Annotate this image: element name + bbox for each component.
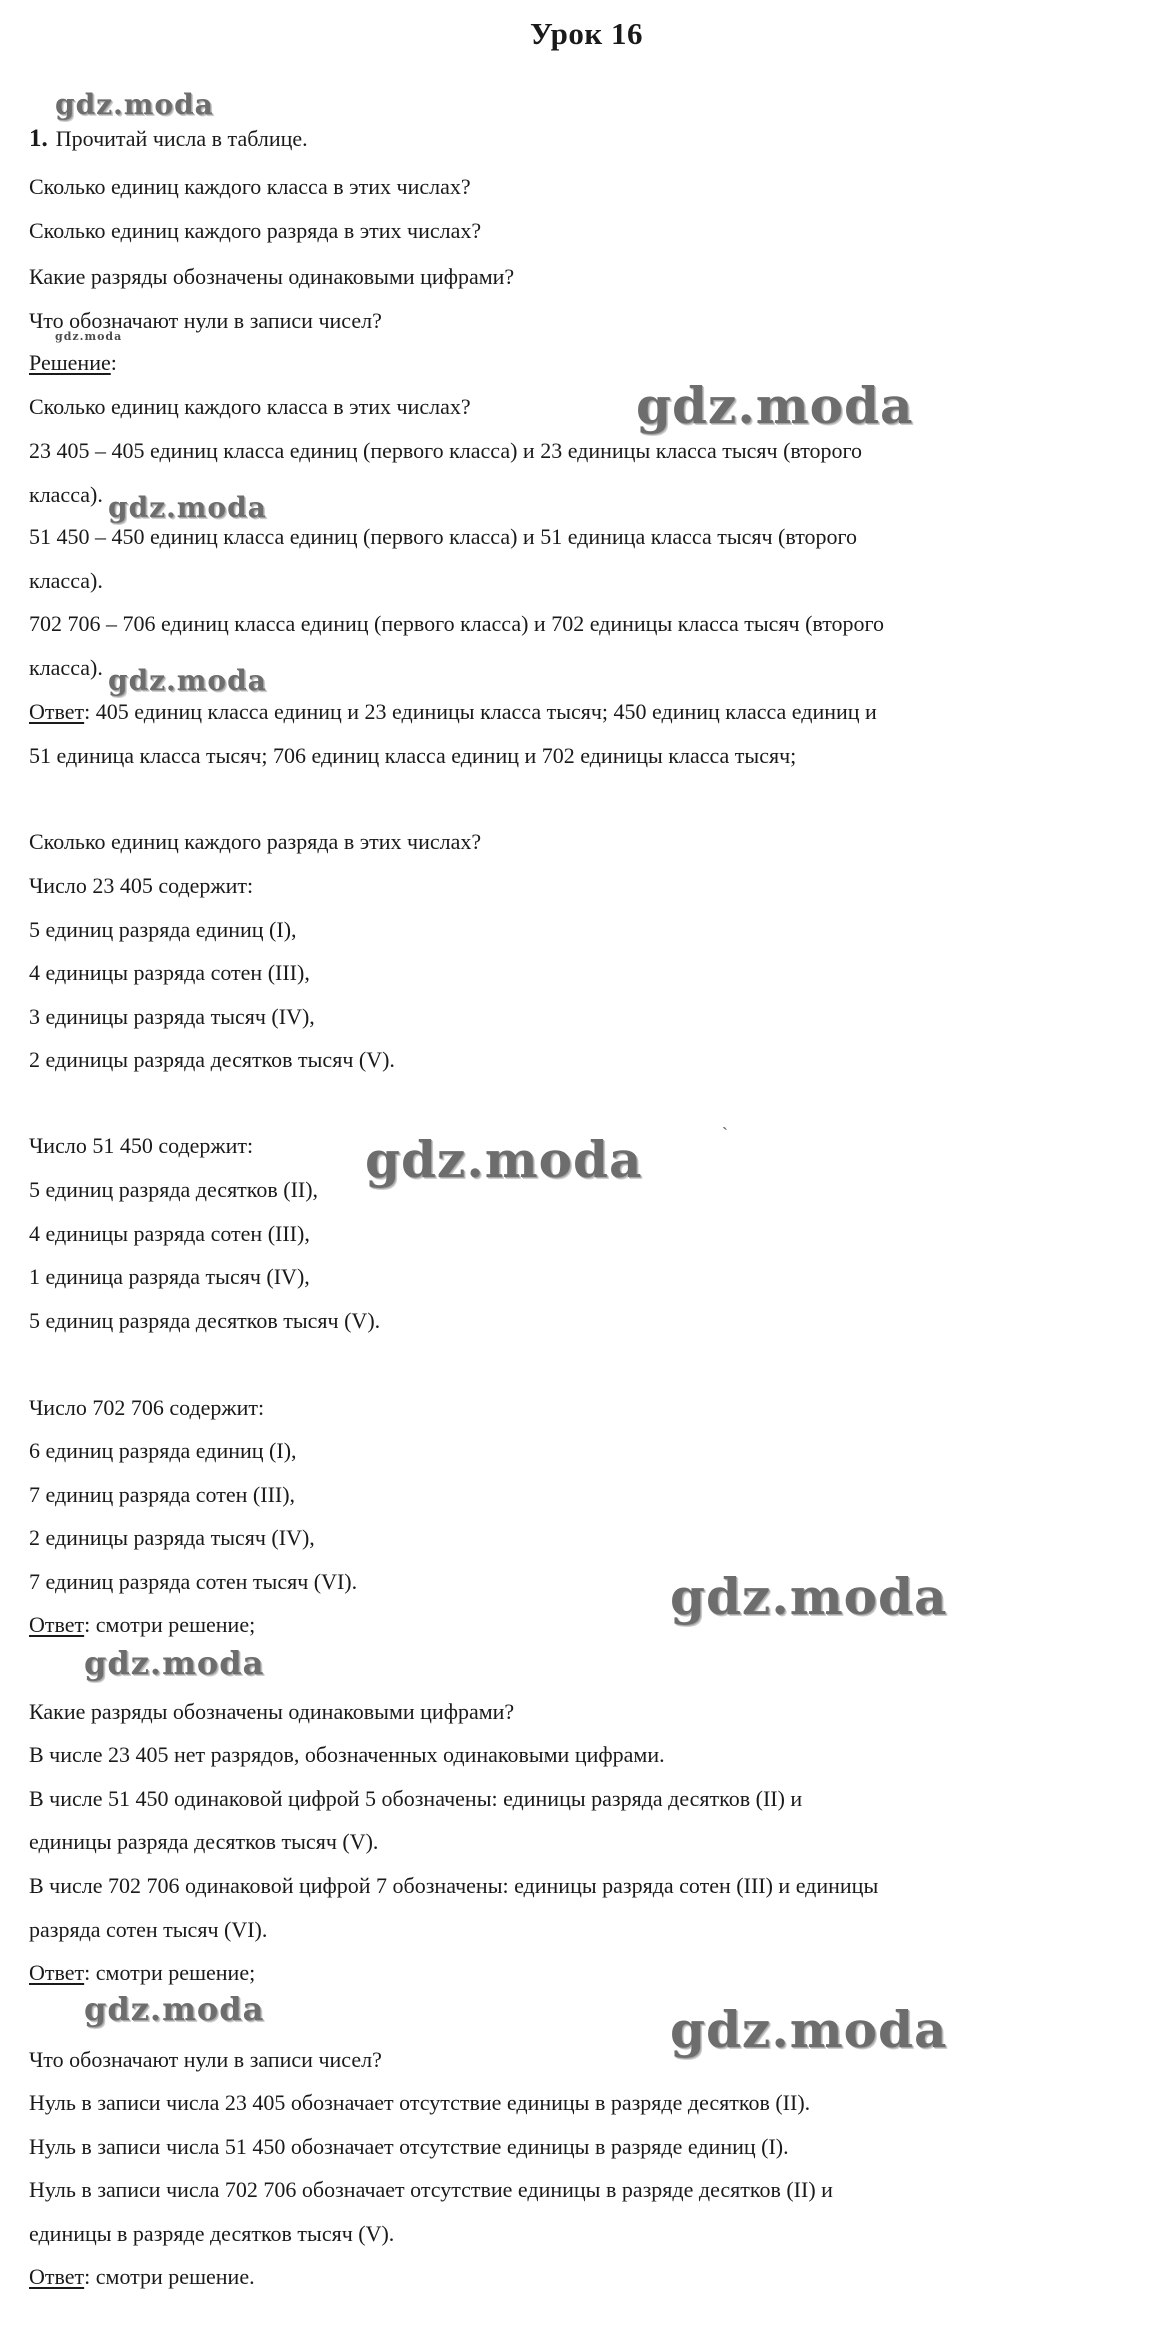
text-line: 51 450 – 450 единиц класса единиц (первого класса) и 51 единица класса тысяч (второго [29, 524, 858, 549]
text-line: Прочитай числа в таблице. [55, 126, 308, 151]
text-line: разряда сотен тысяч (VI). [29, 1917, 268, 1942]
text-line: Число 51 450 содержит: [29, 1133, 254, 1158]
text-line: Нуль в записи числа 702 706 обозначает отсутствие единицы в разряде десятков (II) и [29, 2177, 833, 2202]
answer-line [29, 1610, 255, 1640]
text-line: 7 единиц разряда сотен тысяч (VI). [29, 1569, 358, 1594]
watermark: gdz.moda [84, 1644, 265, 1682]
text-line: : 405 единиц класса единиц и 23 единицы класса тысяч; 450 единиц класса единиц и [84, 699, 877, 724]
text-line: Что обозначают нули в записи чисел? [29, 308, 382, 333]
solution-label: Решение [29, 350, 111, 375]
text-line: 2 единицы разряда тысяч (IV), [29, 1525, 315, 1550]
text-line: Сколько единиц каждого разряда в этих числах? [29, 218, 482, 243]
watermark: gdz.moda [365, 1130, 643, 1189]
text-line: 2 единицы разряда десятков тысяч (V). [29, 1047, 395, 1072]
text-line: 5 единиц разряда десятков тысяч (V). [29, 1308, 381, 1333]
text-line: : смотри решение. [84, 2264, 255, 2289]
text-line: класса). [29, 655, 103, 680]
text-line: единицы разряда десятков тысяч (V). [29, 1829, 379, 1854]
text-line: Нуль в записи числа 51 450 обозначает отсутствие единицы в разряде единиц (I). [29, 2134, 789, 2159]
text-line: единицы в разряде десятков тысяч (V). [29, 2221, 395, 2246]
task-number: 1. [29, 125, 48, 152]
text-line: Число 702 706 содержит: [29, 1395, 265, 1420]
text-line: Сколько единиц каждого разряда в этих числах? [29, 829, 482, 854]
text-line: Нуль в записи числа 23 405 обозначает отсутствие единицы в разряде десятков (II). [29, 2090, 811, 2115]
text-line: 5 единиц разряда единиц (I), [29, 917, 297, 942]
text-line: 6 единиц разряда единиц (I), [29, 1438, 297, 1463]
text-line: 23 405 – 405 единиц класса единиц (первого класса) и 23 единицы класса тысяч (второго [29, 438, 863, 463]
text-line: : смотри решение; [84, 1612, 256, 1637]
text-line: 51 единица класса тысяч; 706 единиц класса единиц и 702 единицы класса тысяч; [29, 743, 797, 768]
watermark: gdz.moda [636, 376, 914, 435]
watermark: gdz.moda [55, 330, 123, 343]
answer-label: Ответ [29, 2264, 85, 2289]
text-line: Что обозначают нули в записи чисел? [29, 2047, 382, 2072]
text-line: 7 единиц разряда сотен (III), [29, 1482, 296, 1507]
text-line: : смотри решение; [84, 1960, 256, 1985]
text-line: Какие разряды обозначены одинаковыми цифрами? [29, 1699, 515, 1724]
answer-label: Ответ [29, 699, 85, 724]
text-line: 5 единиц разряда десятков (II), [29, 1177, 319, 1202]
task-intro [29, 124, 308, 154]
text-line: Какие разряды обозначены одинаковыми цифрами? [29, 264, 515, 289]
text-line: 4 единицы разряда сотен (III), [29, 960, 310, 985]
text-line: В числе 23 405 нет разрядов, обозначенных одинаковыми цифрами. [29, 1742, 665, 1767]
text-line: Сколько единиц каждого класса в этих числах? [29, 174, 471, 199]
answer-line [29, 2262, 255, 2292]
text-line: 702 706 – 706 единиц класса единиц (первого класса) и 702 единицы класса тысяч (второго [29, 611, 885, 636]
answer-line [29, 1958, 255, 1988]
text-line: класса). [29, 568, 103, 593]
solution-heading [29, 348, 117, 378]
text-line: Число 23 405 содержит: [29, 873, 254, 898]
watermark: gdz.moda [55, 88, 214, 121]
watermark: gdz.moda [670, 1567, 948, 1626]
text-line: 3 единицы разряда тысяч (IV), [29, 1004, 315, 1029]
text-line: : [110, 350, 117, 375]
watermark: gdz.moda [108, 491, 267, 524]
page-title: Урок 16 [529, 16, 644, 51]
stray-mark: ` [722, 1124, 728, 1144]
watermark: gdz.moda [108, 664, 267, 697]
watermark: gdz.moda [670, 2000, 948, 2059]
answer-label: Ответ [29, 1612, 85, 1637]
text-line: В числе 702 706 одинаковой цифрой 7 обозначены: единицы разряда сотен (III) и единицы [29, 1873, 879, 1898]
answer-label: Ответ [29, 1960, 85, 1985]
text-line: Сколько единиц каждого класса в этих числах? [29, 394, 471, 419]
answer-line [29, 697, 877, 727]
text-line: 4 единицы разряда сотен (III), [29, 1221, 310, 1246]
text-line: класса). [29, 482, 103, 507]
text-line: В числе 51 450 одинаковой цифрой 5 обозначены: единицы разряда десятков (II) и [29, 1786, 803, 1811]
text-line: 1 единица разряда тысяч (IV), [29, 1264, 310, 1289]
watermark: gdz.moda [84, 1990, 265, 2028]
